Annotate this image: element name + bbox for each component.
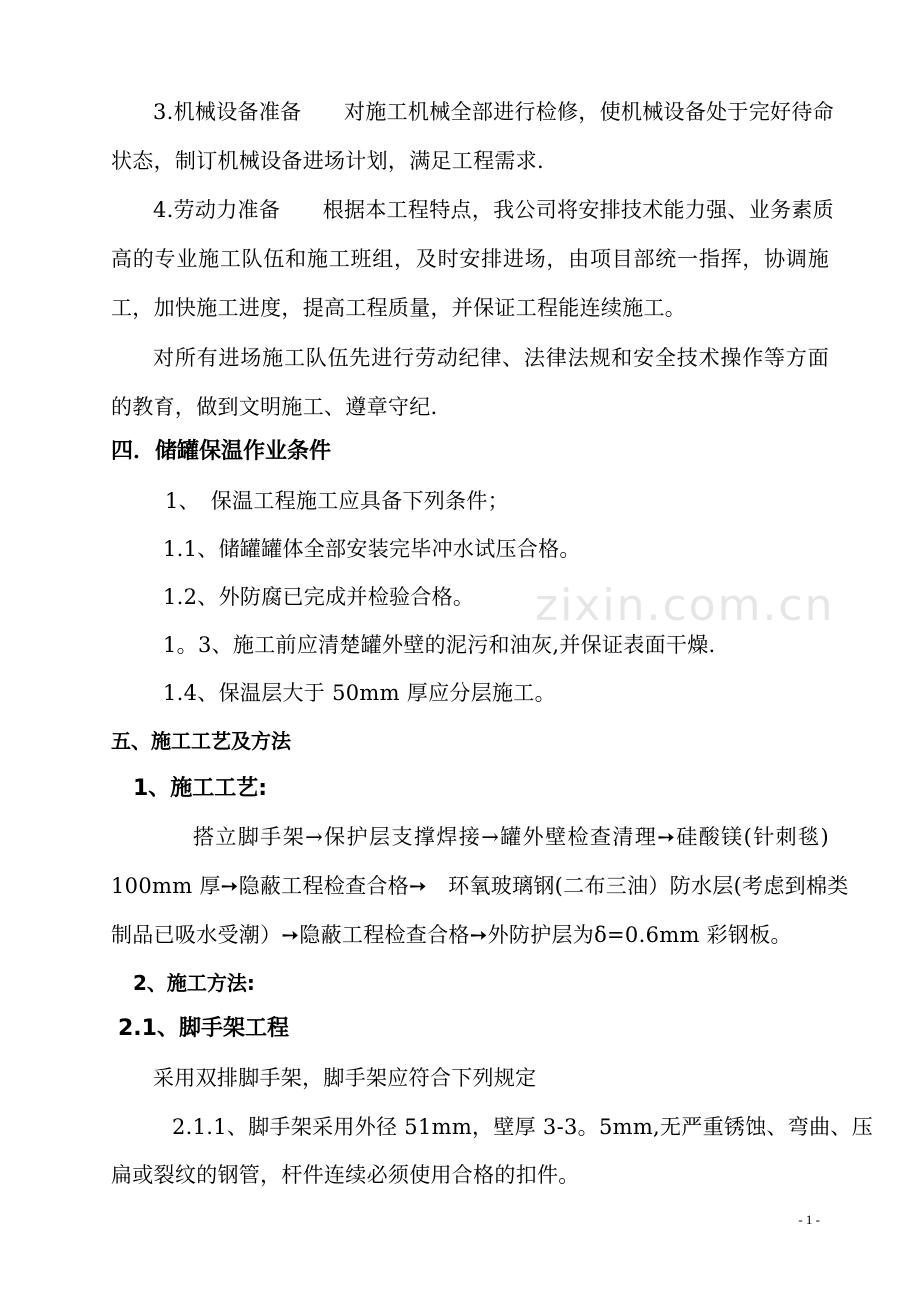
paragraph-4-line-3: 工，加快施工进度，提高工程质量，并保证工程能连续施工。: [111, 296, 687, 320]
paragraph-3-line-2: 状态，制订机械设备进场计划，满足工程需求.: [111, 149, 544, 173]
condition-item-1: 1、 保温工程施工应具备下列条件；: [165, 489, 509, 513]
item-2-1-1-line-1: 2.1.1、脚手架采用外径 51mm，壁厚 3-3。5mm,无严重锈蚀、弯曲、压: [172, 1115, 874, 1139]
process-line-2: 100mm 厚➙隐蔽工程检查合格➙ 环氧玻璃钢(二布三油）防水层(考虑到棉类: [111, 874, 849, 898]
condition-item-1-1: 1.1、储罐罐体全部安装完毕冲水试压合格。: [163, 537, 581, 561]
condition-item-1-2: 1.2、外防腐已完成并检验合格。: [163, 585, 475, 609]
page-number: - 1 -: [798, 1212, 820, 1227]
watermark-text: zixin.com.cn: [535, 580, 835, 631]
item-2-1-1-line-2: 扁或裂纹的钢管，杆件连续必须使用合格的扣件。: [111, 1163, 580, 1187]
paragraph-4-line-2: 高的专业施工队伍和施工班组，及时安排进场，由项目部统一指挥，协调施: [111, 247, 829, 271]
scaffold-intro: 采用双排脚手架，脚手架应符合下列规定: [153, 1066, 537, 1090]
condition-item-1-4: 1.4、保温层大于 50mm 厚应分层施工。: [163, 681, 556, 705]
process-line-3: 制品已吸水受潮）➙隐蔽工程检查合格➙外防护层为δ=0.6mm 彩钢板。: [111, 923, 792, 947]
subsection-2-1-heading: 2.1、脚手架工程: [118, 1016, 289, 1041]
paragraph-5-line-1: 对所有进场施工队伍先进行劳动纪律、法律法规和安全技术操作等方面: [153, 346, 829, 370]
section-5-heading: 五、施工工艺及方法: [111, 729, 291, 753]
paragraph-3-line-1: 3.机械设备准备 对施工机械全部进行检修，使机械设备处于完好待命: [153, 100, 834, 124]
condition-item-1-3: 1。3、施工前应清楚罐外壁的泥污和油灰,并保证表面干燥.: [163, 633, 716, 657]
paragraph-4-line-1: 4.劳动力准备 根据本工程特点，我公司将安排技术能力强、业务素质: [153, 198, 834, 222]
subsection-2-heading: 2、施工方法:: [133, 971, 255, 995]
section-4-heading: 四．储罐保温作业条件: [111, 439, 332, 464]
subsection-1-heading: 1、施工工艺:: [133, 776, 268, 801]
paragraph-5-line-2: 的教育，做到文明施工、遵章守纪.: [111, 395, 438, 419]
process-line-1: 搭立脚手架→保护层支撑焊接→罐外壁检查清理➙硅酸镁(针刺毯): [193, 825, 829, 849]
